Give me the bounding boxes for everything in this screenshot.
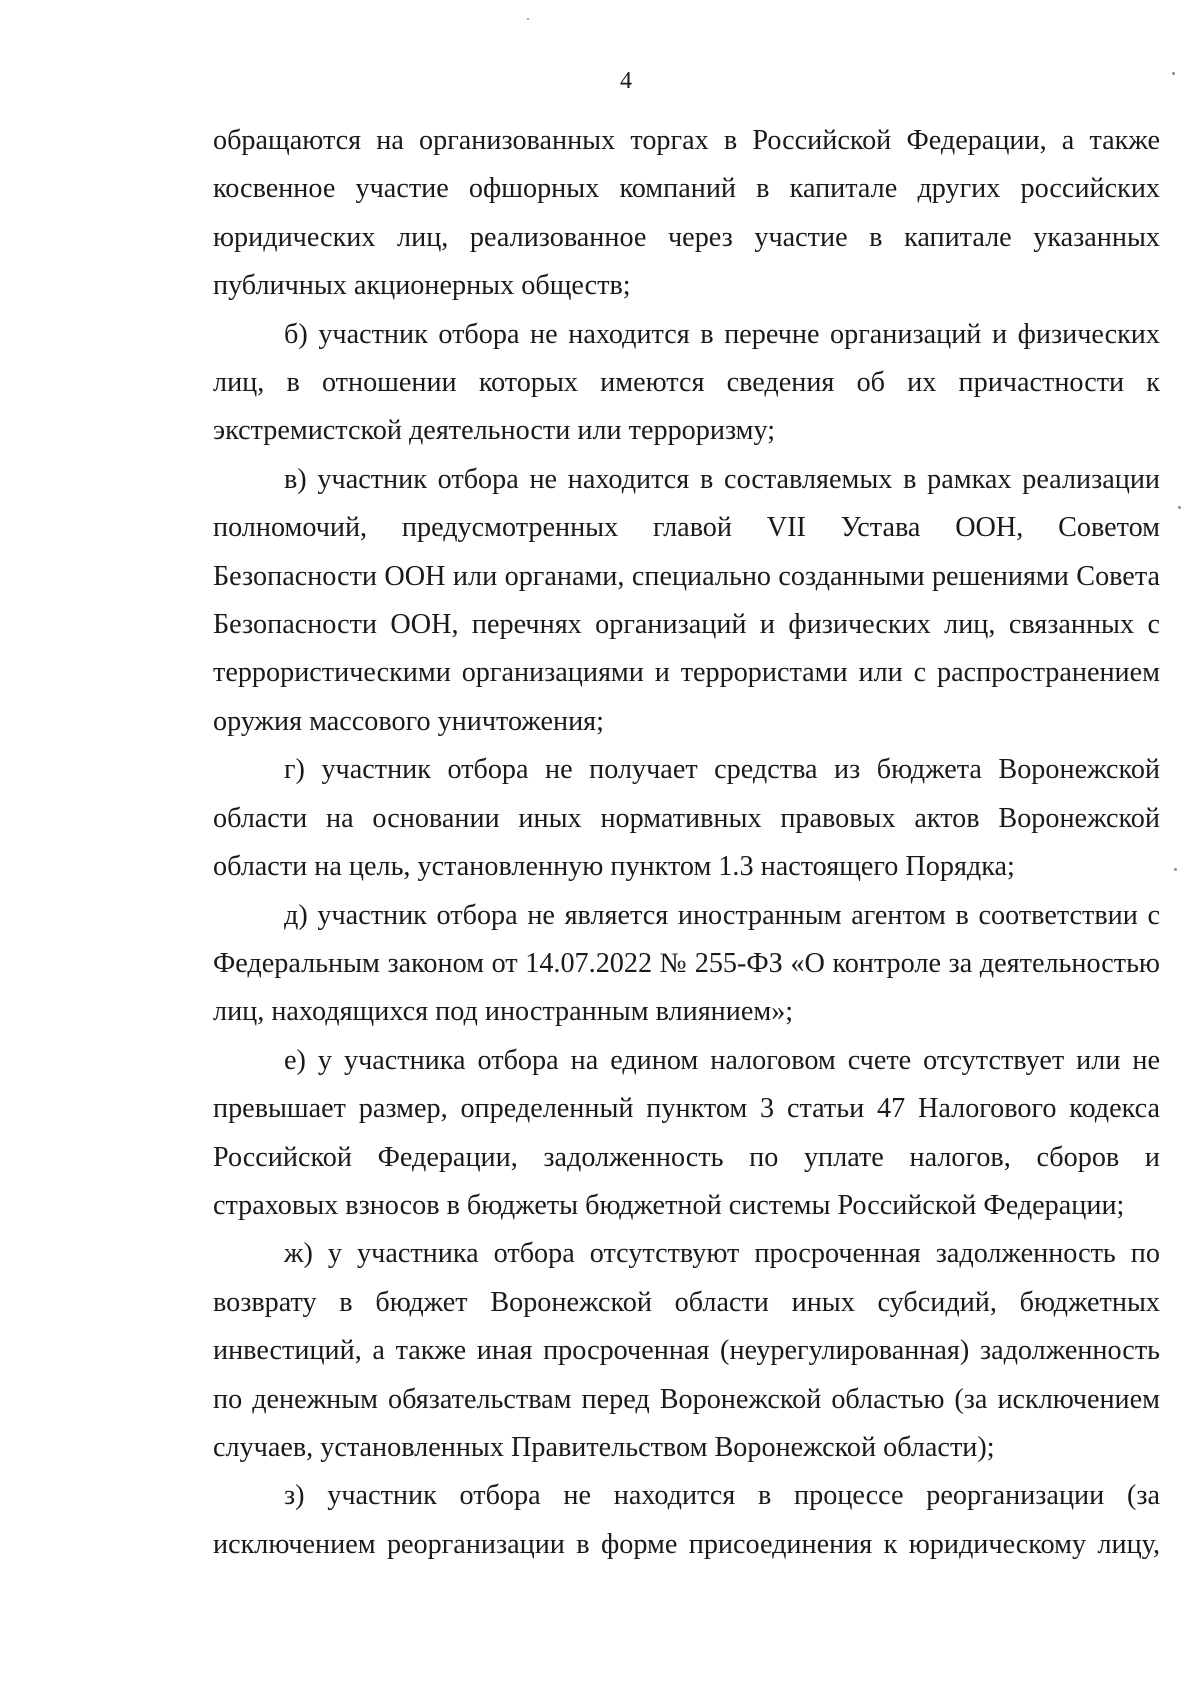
document-body	[213, 117, 1160, 1569]
paragraph-e: е) у участника отбора на едином налоговом счете отсутствует или не превышает размер, определенный пунктом 3 статьи 47 Налогового кодекса Российской Федерации, задолженность по уплате налогов, сборов и страховых взносов в бюджеты бюджетной системы Российской Федерации;	[213, 1044, 1160, 1221]
scan-speck	[527, 18, 529, 20]
paragraph-b: б) участник отбора не находится в перечне организаций и физических лиц, в отношении которых имеются сведения об их причастности к экстремистской деятельности или терроризму;	[213, 318, 1160, 447]
paragraph-continuation: обращаются на организованных торгах в Российской Федерации, а также косвенное участие офшорных компаний в капитале других российских юридических лиц, реализованное через участие в капитале указанных публичных акционерных обществ;	[213, 125, 1160, 302]
scan-speck	[1174, 868, 1177, 871]
paragraph-z: з) участник отбора не находится в процессе реорганизации (за исключением реорганизации в форме присоединения к юридическому лицу,	[213, 1480, 1160, 1560]
paragraph-g: г) участник отбора не получает средства из бюджета Воронежской области на основании иных нормативных правовых актов Воронежской области на цель, установленную пунктом 1.3 настоящего Порядка;	[213, 754, 1160, 883]
page-number: 4	[620, 68, 632, 94]
scan-speck	[1178, 506, 1181, 509]
paragraph-v: в) участник отбора не находится в составляемых в рамках реализации полномочий, предусмотренных главой VII Устава ООН, Советом Безопасности ООН или органами, специально созданными решениями Совета Безопасности ООН, перечнях организаций и физических лиц, связанных с террористическими организациями и террористами или с распространением оружия массового уничтожения;	[213, 463, 1160, 737]
paragraph-d: д) участник отбора не является иностранным агентом в соответствии с Федеральным законом от 14.07.2022 № 255-ФЗ «О контроле за деятельностью лиц, находящихся под иностранным влиянием»;	[213, 899, 1160, 1028]
paragraph-zh: ж) у участника отбора отсутствуют просроченная задолженность по возврату в бюджет Воронежской области иных субсидий, бюджетных инвестиций, а также иная просроченная (неурегулированная) задолженность по денежным обязательствам перед Воронежской областью (за исключением случаев, установленных Правительством Воронежской области);	[213, 1238, 1160, 1463]
scan-speck	[1172, 72, 1175, 75]
